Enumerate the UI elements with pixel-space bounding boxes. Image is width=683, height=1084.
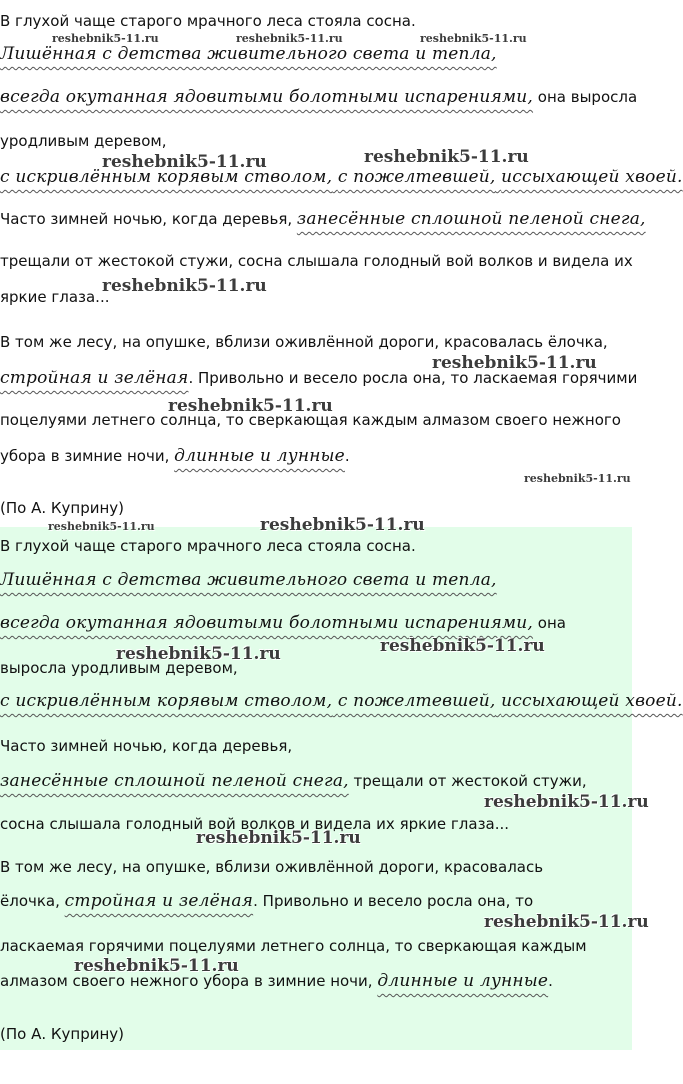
- watermark: reshebnik5-11.ru: [364, 147, 529, 167]
- plain-text: .: [548, 972, 553, 990]
- sentence-line: яркие глаза...: [0, 288, 110, 306]
- phrase-part: с пожелтевшей,: [337, 691, 496, 711]
- plain-text: Часто зимней ночью, когда деревья,: [0, 210, 297, 228]
- watermark: reshebnik5-11.ru: [484, 792, 649, 812]
- watermark: reshebnik5-11.ru: [168, 396, 333, 416]
- sentence-line: [0, 87, 637, 107]
- adjective-phrase: стройная и зелёная: [0, 368, 189, 388]
- sentence-line: [0, 891, 533, 911]
- adjective-phrase: длинные и лунные: [174, 446, 345, 466]
- phrase-part: с пожелтевшей,: [337, 167, 496, 187]
- phrase-part: иссыхающей хвоей.: [501, 167, 683, 187]
- participle-phrase: всегда окутанная ядовитыми болотными испарениями,: [0, 613, 534, 633]
- sentence-line: уродливым деревом,: [0, 132, 167, 150]
- participle-phrase: занесённые сплошной пеленой снега,: [296, 209, 646, 229]
- plain-text: . Привольно и весело росла она, то: [253, 892, 534, 910]
- watermark: reshebnik5-11.ru: [420, 32, 527, 45]
- plain-text: она: [533, 614, 566, 632]
- sentence-line: поцелуями летнего солнца, то сверкающая каждым алмазом своего нежного: [0, 411, 621, 429]
- watermark: reshebnik5-11.ru: [48, 520, 155, 533]
- watermark: reshebnik5-11.ru: [524, 472, 631, 485]
- adjective-phrase: стройная и зелёная: [64, 891, 254, 911]
- sentence-line: трещали от жестокой стужи, сосна слышала голодный вой волков и видела их: [0, 252, 633, 270]
- plain-text: она выросла: [533, 88, 638, 106]
- sentence-line: В том же лесу, на опушке, вблизи оживлённой дороги, красовалась: [0, 858, 544, 876]
- participle-phrase-line: [0, 570, 497, 590]
- plain-text: ёлочка,: [0, 892, 65, 910]
- watermark: reshebnik5-11.ru: [74, 956, 239, 976]
- participle-phrase: Лишённая с детства живительного света и тепла,: [0, 44, 497, 64]
- sentence-line: [0, 446, 350, 466]
- watermark: reshebnik5-11.ru: [102, 276, 267, 296]
- sentence-line: выросла уродливым деревом,: [0, 659, 238, 677]
- participle-phrase: [0, 691, 683, 711]
- sentence-line: [0, 771, 587, 791]
- adjective-phrase: длинные и лунные: [377, 971, 549, 991]
- sentence-line: Часто зимней ночью, когда деревья,: [0, 737, 293, 755]
- sentence-line: сосна слышала голодный вой волков и видела их яркие глаза...: [0, 815, 510, 833]
- watermark: reshebnik5-11.ru: [196, 828, 361, 848]
- participle-phrase: всегда окутанная ядовитыми болотными испарениями,: [0, 87, 534, 107]
- sentence-line: В том же лесу, на опушке, вблизи оживлённой дороги, красовалась ёлочка,: [0, 333, 608, 351]
- watermark: reshebnik5-11.ru: [102, 152, 267, 172]
- plain-text: убора в зимние ночи,: [0, 447, 175, 465]
- author-line: (По А. Куприну): [0, 499, 125, 517]
- watermark: reshebnik5-11.ru: [432, 353, 597, 373]
- plain-text: алмазом своего нежного убора в зимние ночи,: [0, 972, 378, 990]
- sentence-line: ласкаемая горячими поцелуями летнего солнца, то сверкающая каждым: [0, 937, 587, 955]
- phrase-part: с искривлённым корявым стволом,: [0, 691, 333, 711]
- plain-text: . Привольно и весело росла она, то ласкаемая горячими: [188, 369, 638, 387]
- sentence-line: В глухой чаще старого мрачного леса стояла сосна.: [0, 537, 416, 555]
- participle-phrase-line: [0, 44, 497, 64]
- watermark: reshebnik5-11.ru: [484, 912, 649, 932]
- participle-phrase: занесённые сплошной пеленой снега,: [0, 771, 349, 791]
- watermark: reshebnik5-11.ru: [116, 644, 281, 664]
- participle-phrase: Лишённая с детства живительного света и тепла,: [0, 570, 497, 590]
- participle-phrase-line: [0, 691, 683, 711]
- watermark: reshebnik5-11.ru: [260, 515, 425, 535]
- plain-text: .: [344, 447, 350, 465]
- sentence-line: [0, 613, 566, 633]
- phrase-part: иссыхающей хвоей.: [501, 691, 683, 711]
- phrase-part: с искривлённым корявым стволом,: [0, 167, 333, 187]
- watermark: reshebnik5-11.ru: [236, 32, 343, 45]
- watermark: reshebnik5-11.ru: [52, 32, 159, 45]
- watermark: reshebnik5-11.ru: [380, 636, 545, 656]
- sentence-line: [0, 209, 646, 229]
- sentence-line: В глухой чаще старого мрачного леса стояла сосна.: [0, 12, 416, 30]
- plain-text: трещали от жестокой стужи,: [348, 772, 587, 790]
- author-line: (По А. Куприну): [0, 1025, 125, 1043]
